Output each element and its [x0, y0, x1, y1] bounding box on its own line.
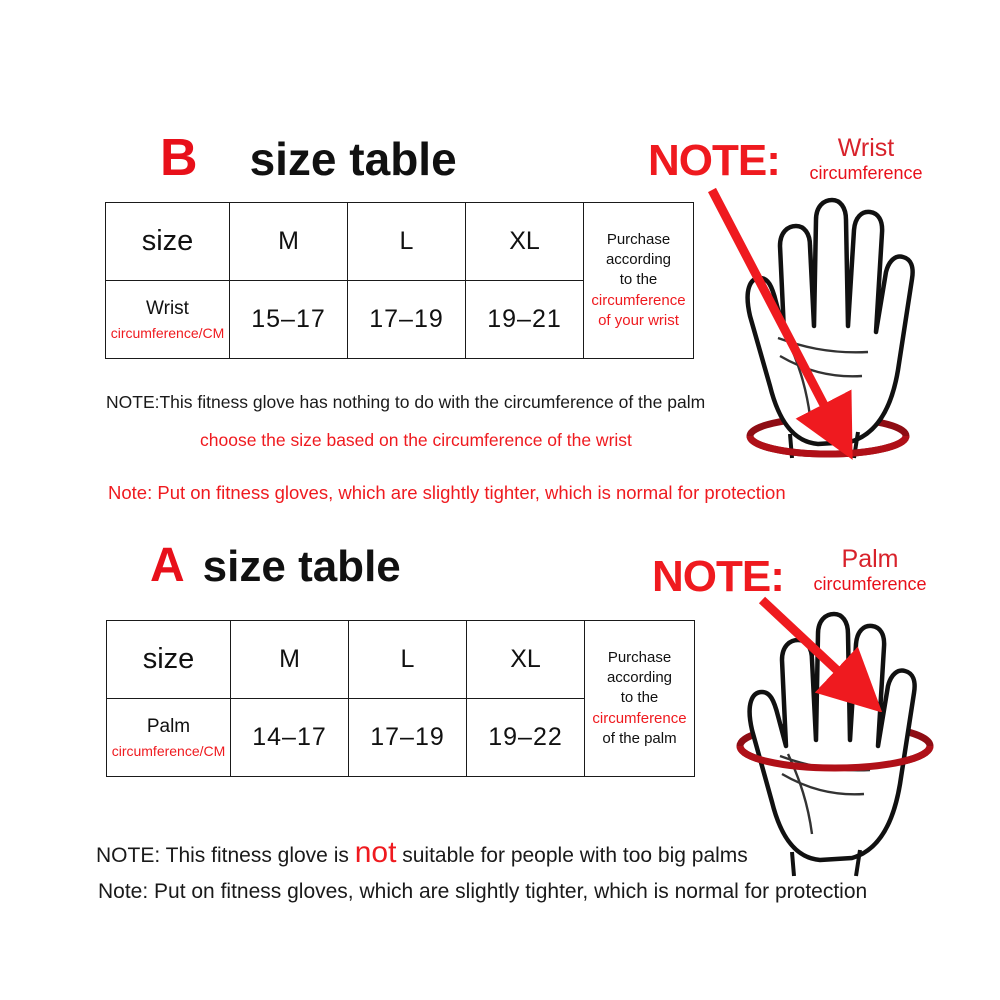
cell-value-m: 14–17	[231, 699, 349, 777]
row-label-text: Palm	[146, 715, 191, 737]
note-a-1-part1: NOTE: This fitness glove is	[96, 844, 355, 867]
palm-callout-line2: circumference	[813, 573, 927, 594]
purchase-line-1: Purchase	[606, 230, 671, 248]
table-row	[107, 621, 695, 699]
cell-value-l: 17–19	[348, 281, 466, 359]
note-a-1-part2: suitable for people with too big palms	[396, 844, 748, 867]
wrist-size-table	[105, 202, 694, 359]
wrist-callout-line2: circumference	[809, 162, 923, 183]
arrow-to-wrist-icon	[690, 180, 880, 460]
note-a-1-emphasis: not	[354, 836, 397, 869]
palm-size-table	[106, 620, 695, 777]
section-b-note-3: Note: Put on fitness gloves, which are slightly tighter, which is normal for protection	[108, 482, 786, 503]
cell-value-m: 15–17	[230, 281, 348, 359]
palm-callout-line1: Palm	[841, 545, 899, 573]
cell-value-xl: 19–22	[467, 699, 585, 777]
cell-size-header: size	[107, 621, 231, 699]
section-b-letter: B	[160, 129, 198, 187]
section-b-note-2: choose the size based on the circumference of the wrist	[200, 430, 632, 450]
table-row	[106, 203, 694, 281]
section-a-note-2: Note: Put on fitness gloves, which are slightly tighter, which is normal for protection	[98, 880, 868, 903]
palm-circumference-callout	[800, 545, 940, 594]
section-a-title: size table	[202, 542, 401, 591]
cell-col-xl: XL	[466, 203, 584, 281]
cell-purchase-note	[584, 203, 694, 359]
cell-col-m: M	[230, 203, 348, 281]
cell-row-label-wrist	[106, 281, 230, 359]
cell-value-l: 17–19	[349, 699, 467, 777]
wrist-circumference-callout	[796, 134, 936, 183]
purchase-line-2: according	[606, 669, 673, 687]
arrow-to-palm-icon	[752, 592, 902, 712]
section-a-letter: A	[150, 539, 185, 592]
section-b-note-1: NOTE:This fitness glove has nothing to do with the circumference of the palm	[106, 392, 706, 412]
purchase-line-5: of the palm	[602, 729, 677, 747]
cell-col-m: M	[231, 621, 349, 699]
row-label-sub: circumference/CM	[111, 743, 226, 760]
cell-purchase-note	[585, 621, 695, 777]
purchase-line-3: to the	[619, 271, 658, 289]
purchase-line-3: to the	[620, 689, 659, 707]
section-b-title: size table	[249, 133, 457, 185]
cell-row-label-palm	[107, 699, 231, 777]
section-b-heading	[160, 128, 457, 188]
cell-col-l: L	[349, 621, 467, 699]
cell-size-header: size	[106, 203, 230, 281]
purchase-line-2: according	[605, 251, 672, 269]
cell-col-l: L	[348, 203, 466, 281]
section-b-note-label: NOTE:	[648, 136, 780, 185]
cell-col-xl: XL	[467, 621, 585, 699]
section-a-note-1	[96, 836, 748, 870]
wrist-callout-line1: Wrist	[837, 134, 895, 162]
purchase-line-4: circumference	[592, 709, 687, 727]
section-a-note-label: NOTE:	[652, 552, 784, 601]
row-label-sub: circumference/CM	[110, 325, 225, 342]
section-a-heading	[150, 538, 401, 593]
cell-value-xl: 19–21	[466, 281, 584, 359]
purchase-line-4: circumference	[591, 291, 686, 309]
row-label-text: Wrist	[146, 297, 189, 319]
purchase-line-1: Purchase	[607, 648, 672, 666]
purchase-line-5: of your wrist	[598, 311, 679, 329]
